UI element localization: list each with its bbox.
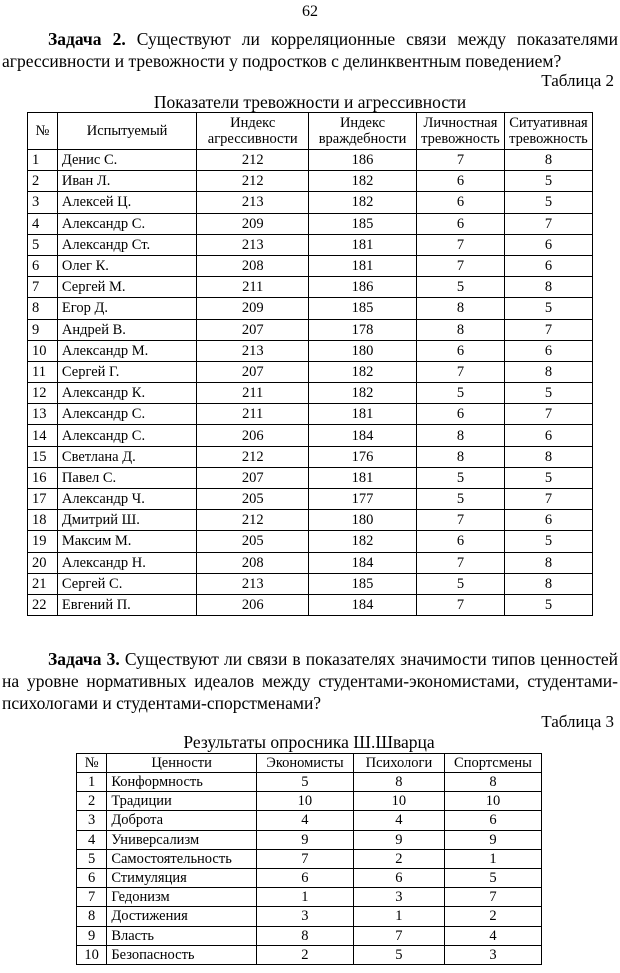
table-cell: 15 [28, 446, 58, 467]
table-cell: Егор Д. [57, 298, 196, 319]
table-row [28, 573, 593, 594]
table-cell: 207 [197, 361, 309, 382]
table-cell: 2 [256, 945, 353, 964]
table-cell: 7 [504, 489, 592, 510]
table-cell: 205 [197, 531, 309, 552]
table-cell: Стимуляция [107, 868, 257, 887]
table-row [28, 192, 593, 213]
column-header: № [28, 113, 58, 150]
table-row [28, 404, 593, 425]
table-cell: 5 [444, 868, 541, 887]
table-cell: Денис С. [57, 150, 196, 171]
column-header: Индекс агрессивности [197, 113, 309, 150]
table-cell: 7 [444, 888, 541, 907]
table-cell: Олег К. [57, 255, 196, 276]
table-cell: 182 [309, 192, 417, 213]
page-number: 62 [302, 3, 318, 20]
table-cell: 12 [28, 383, 58, 404]
table-cell: 180 [309, 340, 417, 361]
table-cell: 4 [353, 811, 444, 830]
table-cell: 9 [77, 926, 107, 945]
table-row [28, 531, 593, 552]
table-cell: 3 [256, 907, 353, 926]
table-cell: 182 [309, 383, 417, 404]
column-header: Психологи [353, 754, 444, 773]
table-cell: 212 [197, 510, 309, 531]
table-cell: 3 [28, 192, 58, 213]
table-cell: 2 [353, 849, 444, 868]
table-cell: 5 [416, 277, 504, 298]
table-cell: 8 [77, 907, 107, 926]
column-header: Спортсмены [444, 754, 541, 773]
table-cell: Александр С. [57, 213, 196, 234]
column-header: № [77, 754, 107, 773]
table-cell: 5 [504, 594, 592, 615]
table-cell: Евгений П. [57, 594, 196, 615]
table-cell: 185 [309, 298, 417, 319]
table-cell: 185 [309, 573, 417, 594]
table-cell: Безопасность [107, 945, 257, 964]
table-cell: 7 [416, 552, 504, 573]
table-cell: 7 [504, 213, 592, 234]
column-header: Личностная тревожность [416, 113, 504, 150]
table-cell: 6 [504, 425, 592, 446]
table-cell: 8 [28, 298, 58, 319]
table-cell: 208 [197, 552, 309, 573]
task2-text: Существуют ли корреляционные связи между показателями агрессивности и тревожности у подростков с делинквентным поведением? [2, 29, 618, 71]
table-row [28, 277, 593, 298]
column-header: Испытуемый [57, 113, 196, 150]
table-cell: 5 [504, 192, 592, 213]
table-cell: 3 [77, 811, 107, 830]
table-row [28, 361, 593, 382]
table-cell: 6 [416, 340, 504, 361]
table-row [77, 868, 542, 887]
table-cell: 5 [416, 467, 504, 488]
table3-header-row [77, 754, 542, 773]
table-cell: 6 [504, 510, 592, 531]
table-cell: 181 [309, 404, 417, 425]
table-cell: 212 [197, 171, 309, 192]
table-cell: 10 [444, 792, 541, 811]
table-cell: 4 [444, 926, 541, 945]
table-row [28, 467, 593, 488]
table-cell: 205 [197, 489, 309, 510]
table-cell: 7 [416, 594, 504, 615]
table-cell: 7 [504, 404, 592, 425]
table-cell: 206 [197, 425, 309, 446]
table-cell: 9 [28, 319, 58, 340]
table-cell: 5 [28, 234, 58, 255]
table-cell: 182 [309, 171, 417, 192]
table-cell: Иван Л. [57, 171, 196, 192]
table-cell: 206 [197, 594, 309, 615]
table-cell: 6 [77, 868, 107, 887]
table-cell: Александр Ч. [57, 489, 196, 510]
table-row [28, 171, 593, 192]
table-cell: 8 [353, 773, 444, 792]
table2-title: Показатели тревожности и агрессивности [153, 92, 467, 112]
table-cell: 7 [416, 150, 504, 171]
table-cell: 176 [309, 446, 417, 467]
table-cell: 7 [416, 510, 504, 531]
table-cell: 5 [77, 849, 107, 868]
table-cell: 178 [309, 319, 417, 340]
table-cell: 14 [28, 425, 58, 446]
table-cell: 7 [416, 234, 504, 255]
table-cell: 8 [504, 150, 592, 171]
table-cell: 4 [28, 213, 58, 234]
task3-label: Задача 3. [48, 649, 120, 669]
table-cell: 209 [197, 298, 309, 319]
table-cell: 186 [309, 277, 417, 298]
table-cell: 2 [444, 907, 541, 926]
task2-label: Задача 2. [48, 29, 126, 49]
table-cell: 5 [416, 573, 504, 594]
table-row [28, 425, 593, 446]
table-cell: Дмитрий Ш. [57, 510, 196, 531]
table-cell: 181 [309, 255, 417, 276]
table-cell: 7 [416, 361, 504, 382]
table-cell: 8 [416, 298, 504, 319]
table-cell: 211 [197, 383, 309, 404]
table-cell: 1 [77, 773, 107, 792]
table-row [28, 319, 593, 340]
table-cell: 207 [197, 467, 309, 488]
task2-paragraph [2, 28, 618, 72]
table-cell: 6 [416, 531, 504, 552]
table2 [27, 112, 593, 616]
table-cell: 8 [444, 773, 541, 792]
table-cell: 3 [353, 888, 444, 907]
table-cell: 185 [309, 213, 417, 234]
column-header: Экономисты [256, 754, 353, 773]
table-cell: 7 [353, 926, 444, 945]
table2-caption: Таблица 2 [541, 71, 614, 90]
table-row [77, 888, 542, 907]
table-cell: 9 [353, 830, 444, 849]
table-cell: 184 [309, 552, 417, 573]
table-cell: 212 [197, 446, 309, 467]
table-cell: 208 [197, 255, 309, 276]
table-cell: 7 [416, 255, 504, 276]
table-cell: 181 [309, 467, 417, 488]
table-row [28, 255, 593, 276]
table-cell: Максим М. [57, 531, 196, 552]
table-row [77, 926, 542, 945]
table-row [28, 594, 593, 615]
table-cell: 5 [353, 945, 444, 964]
table-cell: 180 [309, 510, 417, 531]
table-cell: 209 [197, 213, 309, 234]
table-cell: 9 [444, 830, 541, 849]
table-cell: 5 [504, 298, 592, 319]
table-cell: 21 [28, 573, 58, 594]
table-cell: 7 [504, 319, 592, 340]
table-cell: 1 [28, 150, 58, 171]
table-cell: 4 [256, 811, 353, 830]
table-cell: 177 [309, 489, 417, 510]
table-cell: 1 [353, 907, 444, 926]
table-cell: 6 [416, 404, 504, 425]
table-cell: 207 [197, 319, 309, 340]
table-cell: 5 [504, 383, 592, 404]
table-cell: 5 [504, 531, 592, 552]
table-row [28, 552, 593, 573]
table-cell: 22 [28, 594, 58, 615]
table-cell: Власть [107, 926, 257, 945]
table-cell: 213 [197, 573, 309, 594]
table-cell: 2 [28, 171, 58, 192]
table-cell: Универсализм [107, 830, 257, 849]
table-cell: Александр К. [57, 383, 196, 404]
table-cell: 184 [309, 425, 417, 446]
table-row [77, 849, 542, 868]
table-cell: 6 [504, 234, 592, 255]
table-cell: 6 [416, 213, 504, 234]
table-cell: 182 [309, 531, 417, 552]
table-cell: 2 [77, 792, 107, 811]
table-cell: 20 [28, 552, 58, 573]
table-cell: Александр С. [57, 404, 196, 425]
table-row [77, 811, 542, 830]
table-cell: Конформность [107, 773, 257, 792]
table-row [28, 510, 593, 531]
table-row [28, 446, 593, 467]
table-cell: 182 [309, 361, 417, 382]
table-cell: Сергей М. [57, 277, 196, 298]
table-cell: 10 [256, 792, 353, 811]
table-cell: 19 [28, 531, 58, 552]
table-cell: Александр С. [57, 425, 196, 446]
table-cell: 186 [309, 150, 417, 171]
table-cell: Сергей Г. [57, 361, 196, 382]
table-row [28, 489, 593, 510]
table-cell: 13 [28, 404, 58, 425]
table-cell: Александр Ст. [57, 234, 196, 255]
table-row [28, 383, 593, 404]
table-cell: 6 [416, 171, 504, 192]
table-cell: 1 [256, 888, 353, 907]
table-cell: Александр Н. [57, 552, 196, 573]
table-cell: 5 [416, 489, 504, 510]
table-cell: 8 [504, 573, 592, 594]
table-cell: Гедонизм [107, 888, 257, 907]
table-cell: 184 [309, 594, 417, 615]
table-cell: 10 [353, 792, 444, 811]
table-cell: 8 [504, 446, 592, 467]
table-row [77, 907, 542, 926]
table3-title: Результаты опросника Ш.Шварца [183, 732, 435, 752]
table-cell: 9 [256, 830, 353, 849]
table-cell: 5 [256, 773, 353, 792]
table-cell: Традиции [107, 792, 257, 811]
table-row [77, 830, 542, 849]
table2-header-row [28, 113, 593, 150]
table-cell: Самостоятельность [107, 849, 257, 868]
table-cell: 8 [416, 446, 504, 467]
table-row [28, 298, 593, 319]
table-cell: Достижения [107, 907, 257, 926]
task3-text: Существуют ли связи в показателях значимости типов ценностей на уровне нормативных идеалов между студентами-экономистами, студентами-психологами и студентами-спорстменами? [2, 649, 618, 713]
table-row [28, 234, 593, 255]
table-cell: 16 [28, 467, 58, 488]
table-cell: 1 [444, 849, 541, 868]
table-cell: 6 [444, 811, 541, 830]
table-row [77, 945, 542, 964]
table-cell: 6 [504, 340, 592, 361]
table-cell: 8 [416, 425, 504, 446]
table-row [77, 773, 542, 792]
table-row [77, 792, 542, 811]
table-cell: 5 [416, 383, 504, 404]
table-row [28, 340, 593, 361]
table-cell: 213 [197, 234, 309, 255]
table-cell: Павел С. [57, 467, 196, 488]
table-cell: 6 [28, 255, 58, 276]
table3 [76, 753, 542, 965]
table-cell: 6 [504, 255, 592, 276]
table-cell: 211 [197, 277, 309, 298]
table-cell: 5 [504, 171, 592, 192]
table-cell: 8 [256, 926, 353, 945]
table-cell: 8 [504, 552, 592, 573]
table-cell: 213 [197, 192, 309, 213]
table-row [28, 150, 593, 171]
task3-paragraph [2, 648, 618, 714]
table-cell: 10 [28, 340, 58, 361]
table-cell: Александр М. [57, 340, 196, 361]
table-cell: 213 [197, 340, 309, 361]
table-cell: 3 [444, 945, 541, 964]
table-cell: 8 [416, 319, 504, 340]
table-cell: 6 [416, 192, 504, 213]
table-row [28, 213, 593, 234]
table-cell: 7 [256, 849, 353, 868]
table-cell: Сергей С. [57, 573, 196, 594]
table-cell: Андрей В. [57, 319, 196, 340]
table-cell: 7 [77, 888, 107, 907]
table-cell: 7 [28, 277, 58, 298]
table-cell: Светлана Д. [57, 446, 196, 467]
table3-caption: Таблица 3 [541, 712, 614, 731]
table-cell: 17 [28, 489, 58, 510]
table-cell: 6 [256, 868, 353, 887]
table-cell: 4 [77, 830, 107, 849]
table-cell: Алексей Ц. [57, 192, 196, 213]
table-cell: Доброта [107, 811, 257, 830]
table-cell: 11 [28, 361, 58, 382]
table-cell: 181 [309, 234, 417, 255]
column-header: Ценности [107, 754, 257, 773]
table-cell: 5 [504, 467, 592, 488]
table-cell: 8 [504, 361, 592, 382]
table-cell: 18 [28, 510, 58, 531]
table-cell: 212 [197, 150, 309, 171]
column-header: Ситуативная тревожность [504, 113, 592, 150]
table-cell: 8 [504, 277, 592, 298]
table-cell: 211 [197, 404, 309, 425]
table-cell: 10 [77, 945, 107, 964]
column-header: Индекс враждебности [309, 113, 417, 150]
table-cell: 6 [353, 868, 444, 887]
